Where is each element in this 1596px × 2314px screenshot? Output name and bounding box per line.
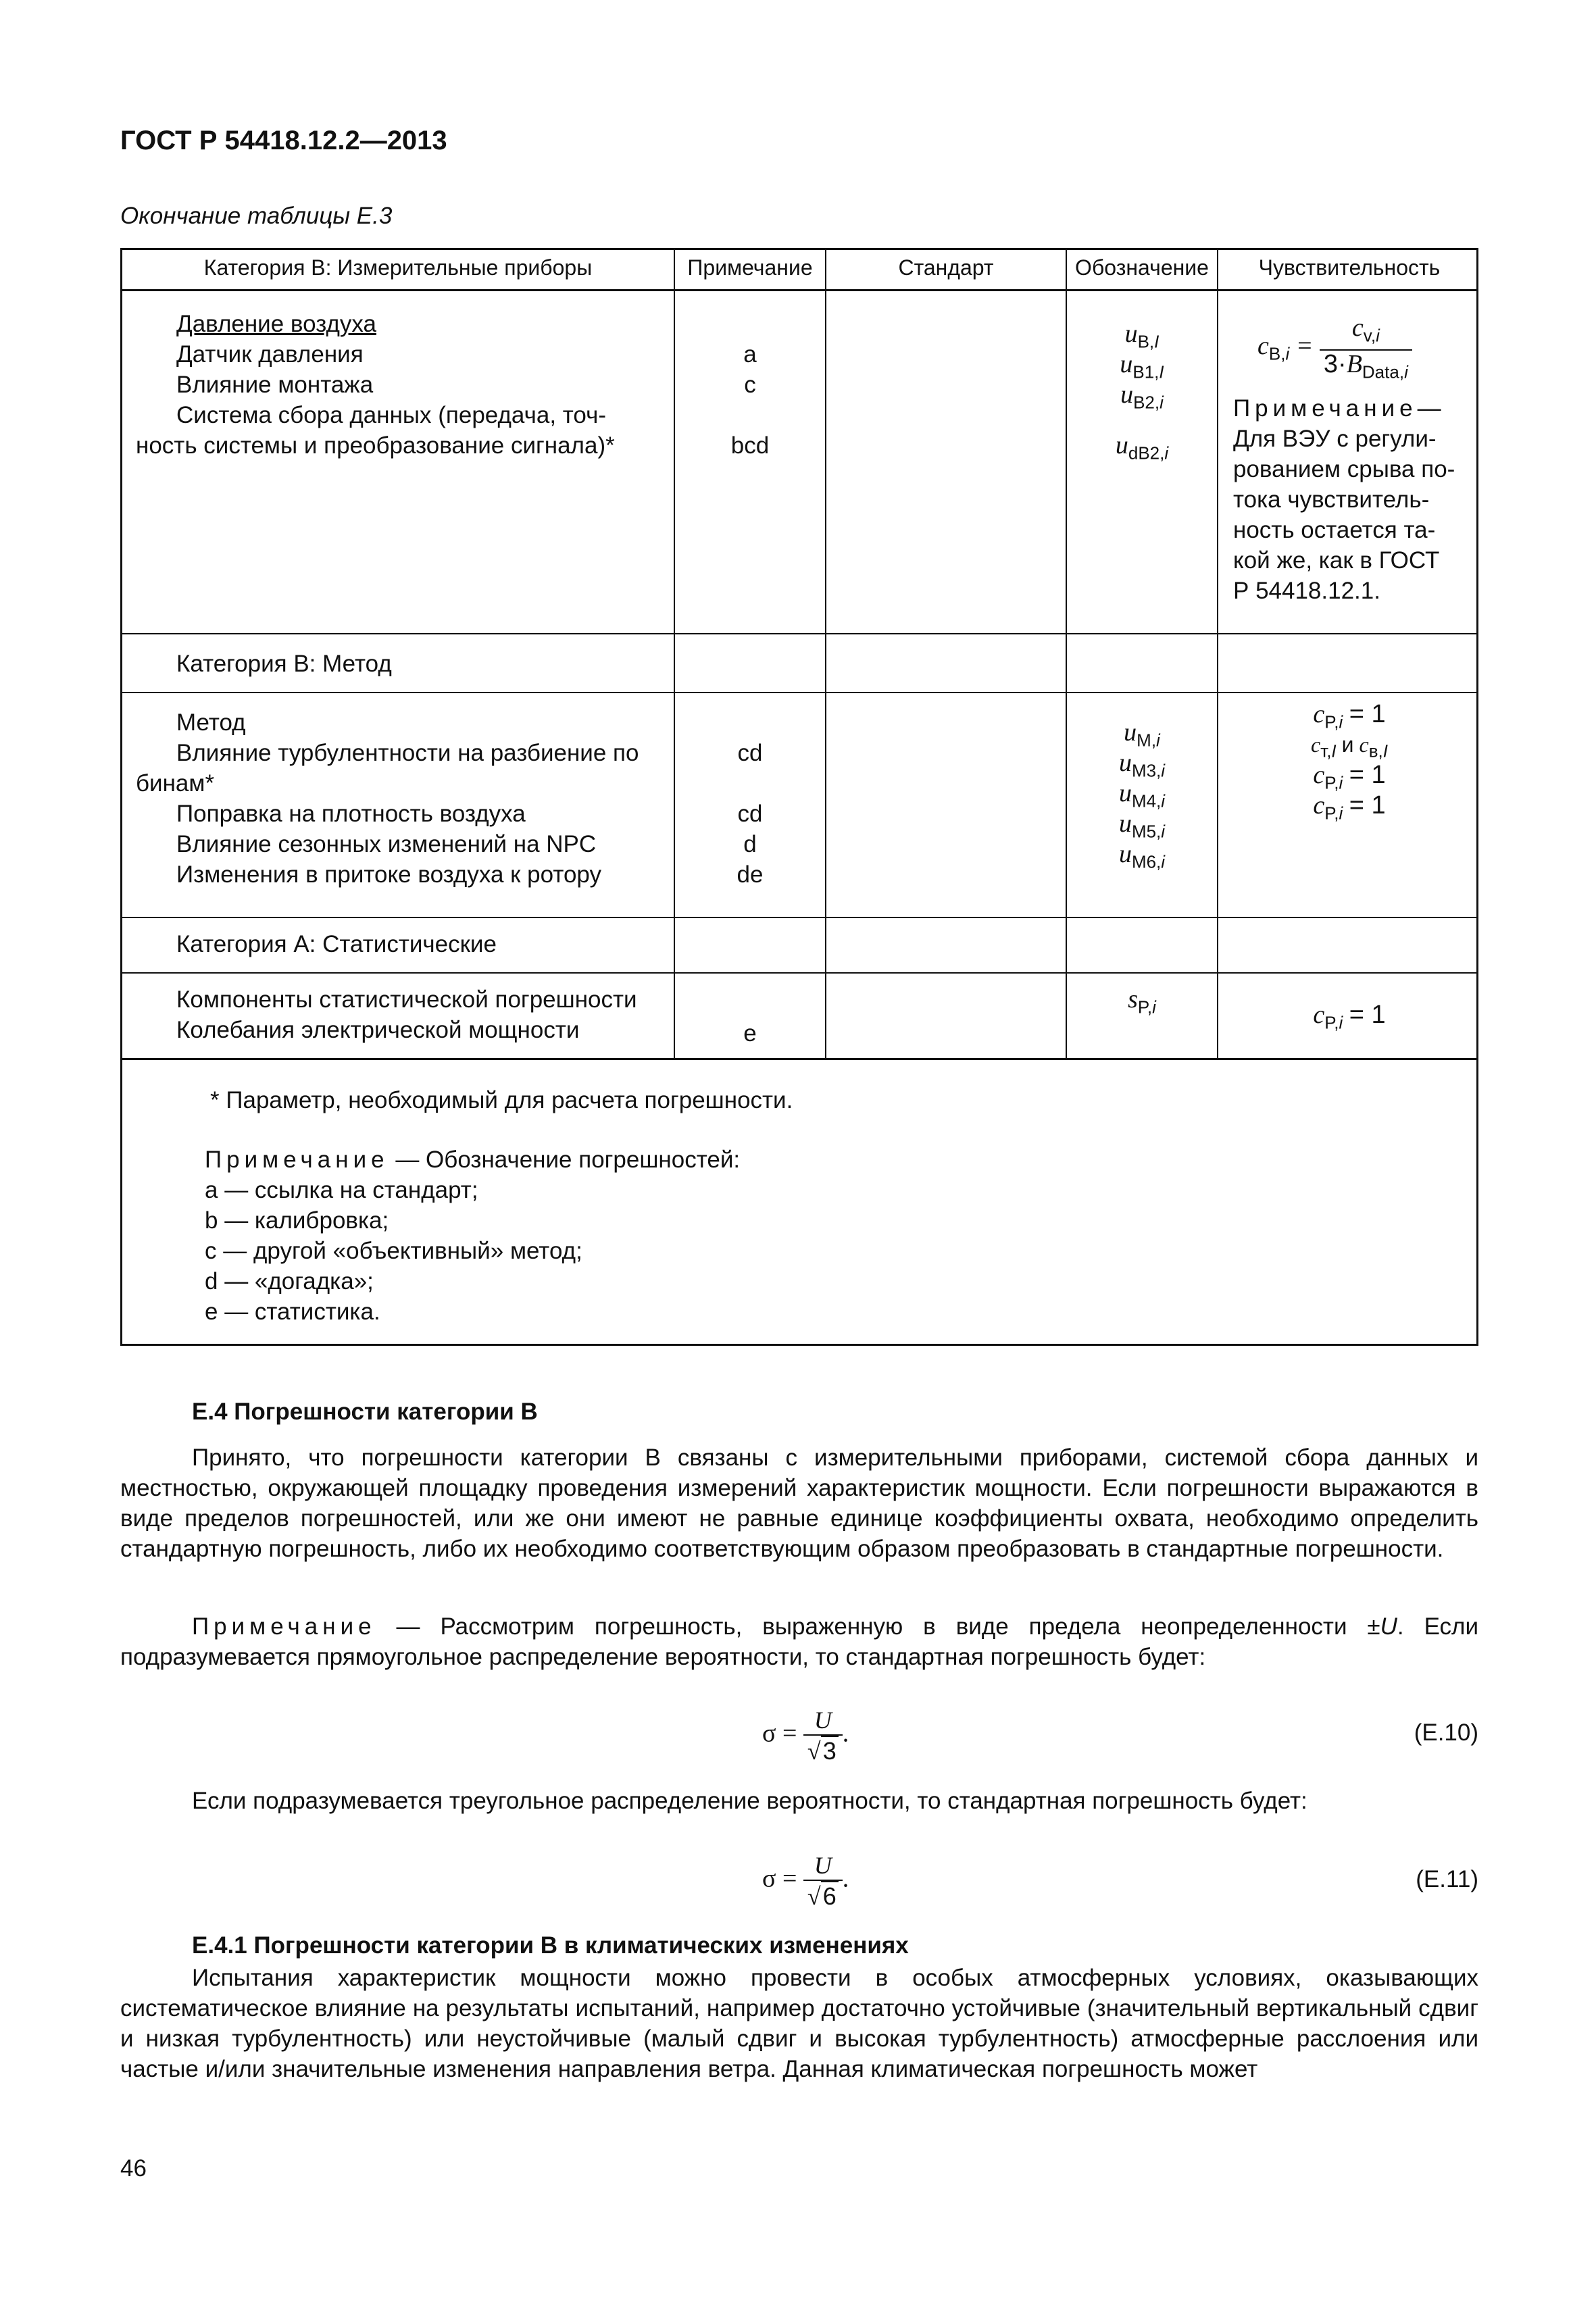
note-code: de xyxy=(737,861,764,888)
legend-item: d — «догадка»; xyxy=(205,1268,374,1294)
sensitivity-value: $c_{P,i} = 1$ xyxy=(1313,761,1386,793)
symbol: $u_{M4,i}$ xyxy=(1118,779,1166,811)
row-divider xyxy=(122,917,1476,918)
sensitivity-note-line: кой же, как в ГОСТ xyxy=(1233,547,1440,574)
formula-e11: σ = $\frac{U}{√6}$ . xyxy=(762,1852,849,1910)
row-item: Влияние сезонных изменений на NPC xyxy=(176,831,597,857)
sensitivity-note: Примечание— xyxy=(1233,395,1441,422)
section-statistical: Категория А: Статистические xyxy=(176,931,497,957)
row-air-pressure-title: Давление воздуха xyxy=(176,311,376,337)
sensitivity-note-line: Р 54418.12.1. xyxy=(1233,578,1380,604)
note-code: cd xyxy=(737,801,763,827)
sensitivity-value: $c_{P,i} = 1$ xyxy=(1313,791,1386,824)
sensitivity-note-line: Для ВЭУ с регули- xyxy=(1233,426,1437,452)
legend-item: а — ссылка на стандарт; xyxy=(205,1177,478,1203)
paragraph: Если подразумевается треугольное распределение вероятности, то стандартная погрешность будет: xyxy=(192,1788,1307,1814)
equation-number: (Е.11) xyxy=(1416,1866,1478,1892)
sensitivity-note-line: ность остается та- xyxy=(1233,517,1436,543)
sensitivity-value: $c_{P,i} = 1$ xyxy=(1313,700,1386,732)
row-divider xyxy=(122,289,1476,291)
legend-item: c — другой «объективный» метод; xyxy=(205,1238,582,1264)
document-header: ГОСТ Р 54418.12.2—2013 xyxy=(120,126,447,155)
legend-title: Примечание — Обозначение погрешностей: xyxy=(205,1147,741,1173)
row-item: Датчик давления xyxy=(176,341,364,368)
row-item: Компоненты статистической погрешности xyxy=(176,986,637,1013)
sensitivity-value: $c_{т,I}$ и $c_{в,I}$ xyxy=(1310,732,1389,761)
note-code: d xyxy=(743,831,757,857)
note-code: a xyxy=(743,341,757,368)
sensitivity-value: $c_{P,i} = 1$ xyxy=(1313,1001,1386,1033)
note-code: e xyxy=(743,1020,757,1047)
header-standard: Стандарт xyxy=(898,255,994,280)
symbol: $u_{M5,i}$ xyxy=(1118,809,1166,842)
section-heading: Е.4.1 Погрешности категории В в климатических изменениях xyxy=(192,1932,909,1959)
symbol: $u_{M,i}$ xyxy=(1124,718,1160,751)
equation-number: (Е.10) xyxy=(1414,1719,1478,1746)
symbol: $u_{M3,i}$ xyxy=(1118,749,1166,781)
symbol: $u_{M6,i}$ xyxy=(1118,840,1166,872)
row-item: Влияние турбулентности на разбиение по xyxy=(176,740,639,766)
row-divider xyxy=(122,692,1476,693)
legend-item: e — статистика. xyxy=(205,1299,380,1325)
symbol: $u_{B2,i}$ xyxy=(1120,380,1164,413)
row-item: Метод xyxy=(176,709,246,736)
note-paragraph: Примечание — Рассмотрим погрешность, выраженную в виде предела неопределенности ±U. Если подразумевается прямоугольное распределение вероятности, то стандартная погрешность будет: xyxy=(120,1613,1478,1670)
header-note: Примечание xyxy=(687,255,813,280)
row-item: ность системы и преобразование сигнала)* xyxy=(136,432,615,459)
note-code: cd xyxy=(737,740,763,766)
section-heading: Е.4 Погрешности категории В xyxy=(192,1399,538,1425)
legend-item: b — калибровка; xyxy=(205,1207,389,1234)
row-divider xyxy=(122,633,1476,634)
col-divider xyxy=(1217,250,1218,1059)
paragraph: Принято, что погрешности категории В связаны с измерительными приборами, системой сбора данных и местностью, окружающей площадку проведения измерений характеристик мощности. Если погрешности выражаются в виде пределов погрешностей, или же они имеют не равные единице коэффициенты охвата, необходимо определить стандартную погрешность, либо их необходимо соответствующим образом преобразовать в стандартные погрешности. xyxy=(120,1444,1478,1562)
table-caption: Окончание таблицы Е.3 xyxy=(120,203,393,229)
paragraph: Испытания характеристик мощности можно провести в особых атмосферных условиях, оказывающих систематическое влияние на результаты испытаний, например достаточно устойчивые (значительный вертикальный сдвиг и низкая турбулентность) или неустойчивые (малый сдвиг и высокая турбулентность) атмосферные расслоения или частые и/или значительные изменения направления ветра. Данная климатическая погрешность может xyxy=(120,1965,1478,2082)
header-sensitivity: Чувствительность xyxy=(1258,255,1441,280)
row-item: Колебания электрической мощности xyxy=(176,1017,580,1043)
row-item: Поправка на плотность воздуха xyxy=(176,801,526,827)
note-code: c xyxy=(744,372,756,398)
row-item: бинам* xyxy=(136,770,215,797)
sensitivity-note-line: тока чувствитель- xyxy=(1233,486,1430,513)
symbol: $u_{B1,I}$ xyxy=(1120,350,1164,382)
header-symbol: Обозначение xyxy=(1075,255,1209,280)
symbol: $u_{B,I}$ xyxy=(1124,320,1159,352)
symbol: $s_{P,i}$ xyxy=(1128,985,1156,1017)
header-category: Категория В: Измерительные приборы xyxy=(203,255,593,280)
col-divider xyxy=(825,250,826,1059)
sensitivity-formula: $c_{B,i}$ = $\frac{c_{v,i}}{3\cdot B_{Data,i}}$ xyxy=(1257,314,1460,385)
note-code: bcd xyxy=(730,432,770,459)
table-footnote: * Параметр, необходимый для расчета погрешности. xyxy=(210,1087,793,1113)
row-divider xyxy=(122,1058,1476,1060)
sensitivity-note-line: рованием срыва по- xyxy=(1233,456,1455,482)
formula-e10: σ = $\frac{U}{√3}$ . xyxy=(762,1707,849,1765)
section-method: Категория В: Метод xyxy=(176,651,392,677)
row-item: Изменения в притоке воздуха к ротору xyxy=(176,861,602,888)
page-number: 46 xyxy=(120,2155,147,2182)
row-item: Система сбора данных (передача, точ- xyxy=(176,402,606,428)
row-divider xyxy=(122,972,1476,974)
uncertainty-table xyxy=(120,248,1478,1346)
symbol: $u_{dB2,i}$ xyxy=(1115,431,1169,463)
row-item: Влияние монтажа xyxy=(176,372,374,398)
